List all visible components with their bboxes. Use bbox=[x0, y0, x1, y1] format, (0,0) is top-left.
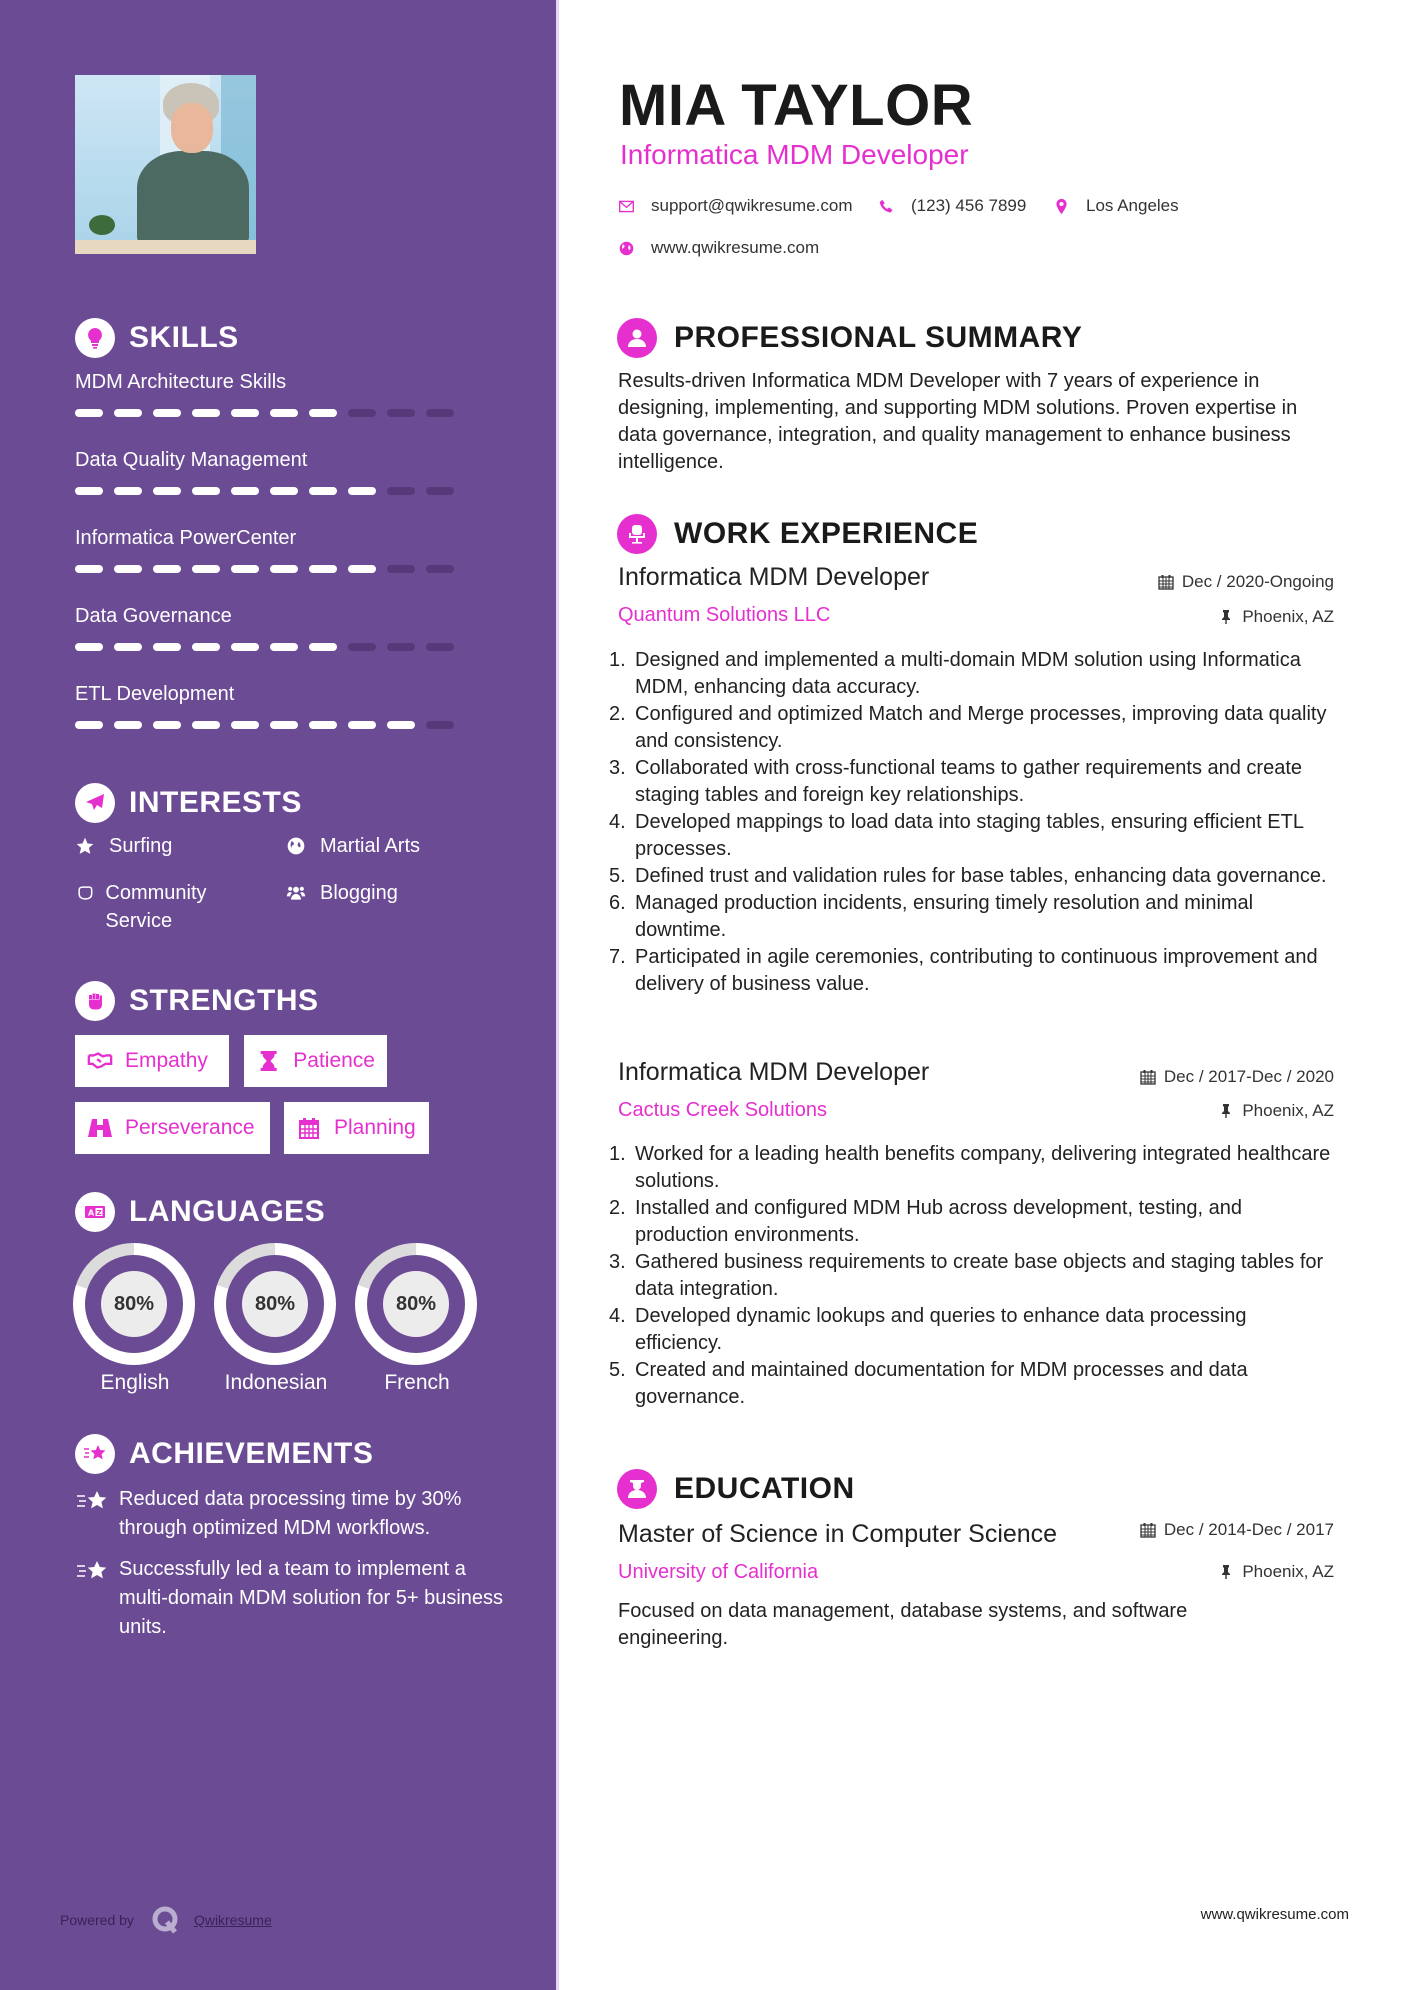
candidate-title: Informatica MDM Developer bbox=[620, 139, 969, 170]
language-item: 80% English bbox=[73, 1243, 197, 1395]
hourglass-icon bbox=[256, 1050, 281, 1072]
skill-dash bbox=[114, 487, 142, 495]
skill-dash bbox=[348, 487, 376, 495]
skill-dash bbox=[426, 643, 454, 651]
education-heading: EDUCATION bbox=[617, 1469, 855, 1509]
binoculars-icon bbox=[87, 1117, 113, 1139]
skill-dash bbox=[270, 565, 298, 573]
summary-heading: PROFESSIONAL SUMMARY bbox=[617, 318, 1082, 358]
skill-level-bar bbox=[75, 643, 475, 651]
job-title: Informatica MDM Developer bbox=[618, 563, 930, 591]
language-progress-ring: 80% bbox=[73, 1243, 195, 1365]
language-item: 80% Indonesian bbox=[214, 1243, 338, 1395]
contact-website[interactable]: www.qwikresume.com bbox=[618, 238, 819, 258]
candidate-name: MIA TAYLOR bbox=[619, 73, 974, 138]
fist-icon bbox=[75, 981, 115, 1021]
skill-dash bbox=[231, 409, 259, 417]
strength-badge: Patience bbox=[244, 1035, 387, 1087]
skill-dash bbox=[114, 565, 142, 573]
office-chair-icon bbox=[617, 514, 657, 554]
contact-location: Los Angeles bbox=[1053, 196, 1179, 216]
skill-dash bbox=[75, 565, 103, 573]
company-name: Cactus Creek Solutions bbox=[618, 1099, 827, 1121]
achievements-heading: ACHIEVEMENTS bbox=[75, 1434, 373, 1474]
pushpin-icon bbox=[1218, 609, 1234, 625]
skill-dash bbox=[270, 643, 298, 651]
responsibility-item: 4. Developed mappings to load data into staging tables, ensuring efficient ETL processes. bbox=[609, 811, 1304, 860]
calendar-icon bbox=[1140, 1069, 1156, 1085]
skill-dash bbox=[348, 565, 376, 573]
responsibility-item: 4. Developed dynamic lookups and queries to enhance data processing efficiency. bbox=[609, 1305, 1247, 1354]
skill-dash bbox=[348, 409, 376, 417]
svg-text:Z: Z bbox=[96, 1208, 102, 1217]
contact-phone[interactable]: (123) 456 7899 bbox=[878, 196, 1026, 216]
envelope-icon bbox=[618, 198, 635, 215]
responsibility-item: 2. Configured and optimized Match and Merge processes, improving data quality and consistency. bbox=[609, 703, 1327, 752]
experience-heading: WORK EXPERIENCE bbox=[617, 514, 978, 554]
graduate-icon bbox=[617, 1469, 657, 1509]
skill-level-bar bbox=[75, 409, 475, 417]
skill-dash bbox=[192, 643, 220, 651]
skill-dash bbox=[270, 409, 298, 417]
education-description: Focused on data management, database systems, and software engineering. bbox=[618, 1600, 1188, 1649]
globe-icon bbox=[618, 240, 635, 257]
skill-dash bbox=[192, 487, 220, 495]
sidebar-divider bbox=[556, 0, 559, 1990]
qwikresume-link[interactable]: Qwikresume bbox=[193, 1912, 272, 1928]
education-dates: Dec / 2014-Dec / 2017 bbox=[1140, 1520, 1334, 1540]
skill-dash bbox=[270, 721, 298, 729]
skill-dash bbox=[231, 487, 259, 495]
summary-text: Results-driven Informatica MDM Developer with 7 years of experience in designing, implementing, and supporting MDM solutions. Proven expertise in data governance, integration, and quality management to enhance business intelligence. bbox=[618, 370, 1298, 473]
skill-item: Data Quality Management bbox=[75, 447, 475, 495]
responsibility-item: 6. Managed production incidents, ensuring timely resolution and minimal downtime. bbox=[609, 892, 1254, 941]
translate-icon bbox=[75, 1192, 115, 1232]
calendar-icon bbox=[296, 1117, 322, 1139]
job-location: Phoenix, AZ bbox=[1218, 607, 1334, 627]
strength-badge: Empathy bbox=[75, 1035, 229, 1087]
school-name: University of California bbox=[618, 1561, 819, 1583]
interest-item: Blogging bbox=[286, 879, 398, 907]
skill-dash bbox=[153, 721, 181, 729]
interest-item: Martial Arts bbox=[286, 832, 420, 860]
achievement-item: Reduced data processing time by 30% through optimized MDM workflows. bbox=[75, 1485, 505, 1543]
skill-dash bbox=[114, 643, 142, 651]
skill-dash bbox=[231, 721, 259, 729]
skill-item: Data Governance bbox=[75, 603, 475, 651]
skills-heading: SKILLS bbox=[75, 318, 239, 358]
responsibility-item: 7. Participated in agile ceremonies, contributing to continuous improvement and delivery of business value. bbox=[609, 946, 1318, 995]
skill-dash bbox=[426, 487, 454, 495]
responsibility-item: 5. Created and maintained documentation for MDM processes and data governance. bbox=[609, 1359, 1248, 1408]
skill-dash bbox=[192, 721, 220, 729]
paper-plane-icon bbox=[75, 783, 115, 823]
qwikresume-logo-icon bbox=[150, 1905, 180, 1935]
skill-dash bbox=[309, 409, 337, 417]
skill-dash bbox=[231, 643, 259, 651]
skill-dash bbox=[348, 721, 376, 729]
profile-photo bbox=[75, 75, 256, 254]
interest-item: Surfing bbox=[75, 832, 172, 860]
skill-dash bbox=[309, 643, 337, 651]
responsibility-item: 3. Collaborated with cross-functional teams to gather requirements and create staging tables and foreign key relationships. bbox=[609, 757, 1303, 806]
skill-dash bbox=[192, 409, 220, 417]
skill-dash bbox=[426, 409, 454, 417]
responsibility-item: 3. Gathered business requirements to create base objects and staging tables for data integration. bbox=[609, 1251, 1324, 1300]
job-responsibilities bbox=[609, 1141, 1339, 1411]
skill-dash bbox=[387, 487, 415, 495]
skill-item: ETL Development bbox=[75, 681, 475, 729]
skill-dash bbox=[153, 409, 181, 417]
svg-text:A: A bbox=[88, 1208, 95, 1218]
skill-dash bbox=[192, 565, 220, 573]
job-responsibilities bbox=[609, 647, 1339, 998]
strengths-heading: STRENGTHS bbox=[75, 981, 319, 1021]
language-progress-ring: 80% bbox=[355, 1243, 477, 1365]
skill-dash bbox=[309, 565, 337, 573]
skill-dash bbox=[114, 721, 142, 729]
shooting-star-icon bbox=[75, 1555, 119, 1642]
skill-dash bbox=[114, 409, 142, 417]
language-progress-ring: 80% bbox=[214, 1243, 336, 1365]
pushpin-icon bbox=[1218, 1103, 1234, 1119]
job-dates: Dec / 2020-Ongoing bbox=[1158, 572, 1334, 592]
skill-dash bbox=[426, 565, 454, 573]
calendar-icon bbox=[1140, 1522, 1156, 1538]
skill-dash bbox=[75, 643, 103, 651]
skill-dash bbox=[309, 487, 337, 495]
users-icon bbox=[286, 879, 312, 907]
job-title: Informatica MDM Developer bbox=[618, 1058, 930, 1086]
skill-item: MDM Architecture Skills bbox=[75, 369, 475, 417]
star-icon bbox=[75, 832, 101, 860]
map-pin-icon bbox=[1053, 198, 1070, 215]
company-name: Quantum Solutions LLC bbox=[618, 604, 831, 626]
skill-dash bbox=[231, 565, 259, 573]
hand-icon bbox=[75, 879, 97, 907]
skill-dash bbox=[387, 643, 415, 651]
skill-dash bbox=[75, 487, 103, 495]
contact-email[interactable]: support@qwikresume.com bbox=[618, 196, 853, 216]
user-icon bbox=[617, 318, 657, 358]
skill-dash bbox=[387, 565, 415, 573]
shooting-star-icon bbox=[75, 1485, 119, 1543]
interest-item: Community Service bbox=[75, 879, 255, 935]
job-dates: Dec / 2017-Dec / 2020 bbox=[1140, 1067, 1334, 1087]
skill-dash bbox=[348, 643, 376, 651]
achievement-item: Successfully led a team to implement a multi-domain MDM solution for 5+ business units. bbox=[75, 1555, 505, 1642]
responsibility-item: 2. Installed and configured MDM Hub across development, testing, and production environments. bbox=[609, 1197, 1243, 1246]
responsibility-item: 5. Defined trust and validation rules for base tables, enhancing data governance. bbox=[609, 865, 1327, 887]
language-item: 80% French bbox=[355, 1243, 479, 1395]
skill-level-bar bbox=[75, 721, 475, 729]
shooting-star-icon bbox=[75, 1434, 115, 1474]
pushpin-icon bbox=[1218, 1564, 1234, 1580]
strength-badge: Planning bbox=[284, 1102, 429, 1154]
skill-dash bbox=[75, 721, 103, 729]
skill-dash bbox=[270, 487, 298, 495]
globe-icon bbox=[286, 832, 312, 860]
skill-dash bbox=[75, 409, 103, 417]
skill-dash bbox=[387, 721, 415, 729]
handshake-icon bbox=[87, 1050, 113, 1072]
skill-dash bbox=[153, 643, 181, 651]
skill-dash bbox=[426, 721, 454, 729]
strength-badge: Perseverance bbox=[75, 1102, 270, 1154]
responsibility-item: 1. Designed and implemented a multi-domain MDM solution using Informatica MDM, enhancing data accuracy. bbox=[609, 649, 1301, 698]
lightbulb-icon bbox=[75, 318, 115, 358]
phone-icon bbox=[878, 198, 895, 215]
skill-dash bbox=[153, 565, 181, 573]
skill-item: Informatica PowerCenter bbox=[75, 525, 475, 573]
degree-title: Master of Science in Computer Science bbox=[618, 1520, 1058, 1548]
responsibility-item: 1. Worked for a leading health benefits company, delivering integrated healthcare solutions. bbox=[609, 1143, 1331, 1192]
powered-by: Powered by Qwikresume bbox=[60, 1905, 272, 1935]
skill-level-bar bbox=[75, 487, 475, 495]
calendar-icon bbox=[1158, 574, 1174, 590]
job-location: Phoenix, AZ bbox=[1218, 1101, 1334, 1121]
skill-dash bbox=[309, 721, 337, 729]
skill-level-bar bbox=[75, 565, 475, 573]
skill-dash bbox=[153, 487, 181, 495]
interests-heading: INTERESTS bbox=[75, 783, 302, 823]
education-location: Phoenix, AZ bbox=[1218, 1562, 1334, 1582]
languages-heading: A Z LANGUAGES bbox=[75, 1192, 325, 1232]
footer-website[interactable]: www.qwikresume.com bbox=[1200, 1906, 1349, 1923]
skill-dash bbox=[387, 409, 415, 417]
